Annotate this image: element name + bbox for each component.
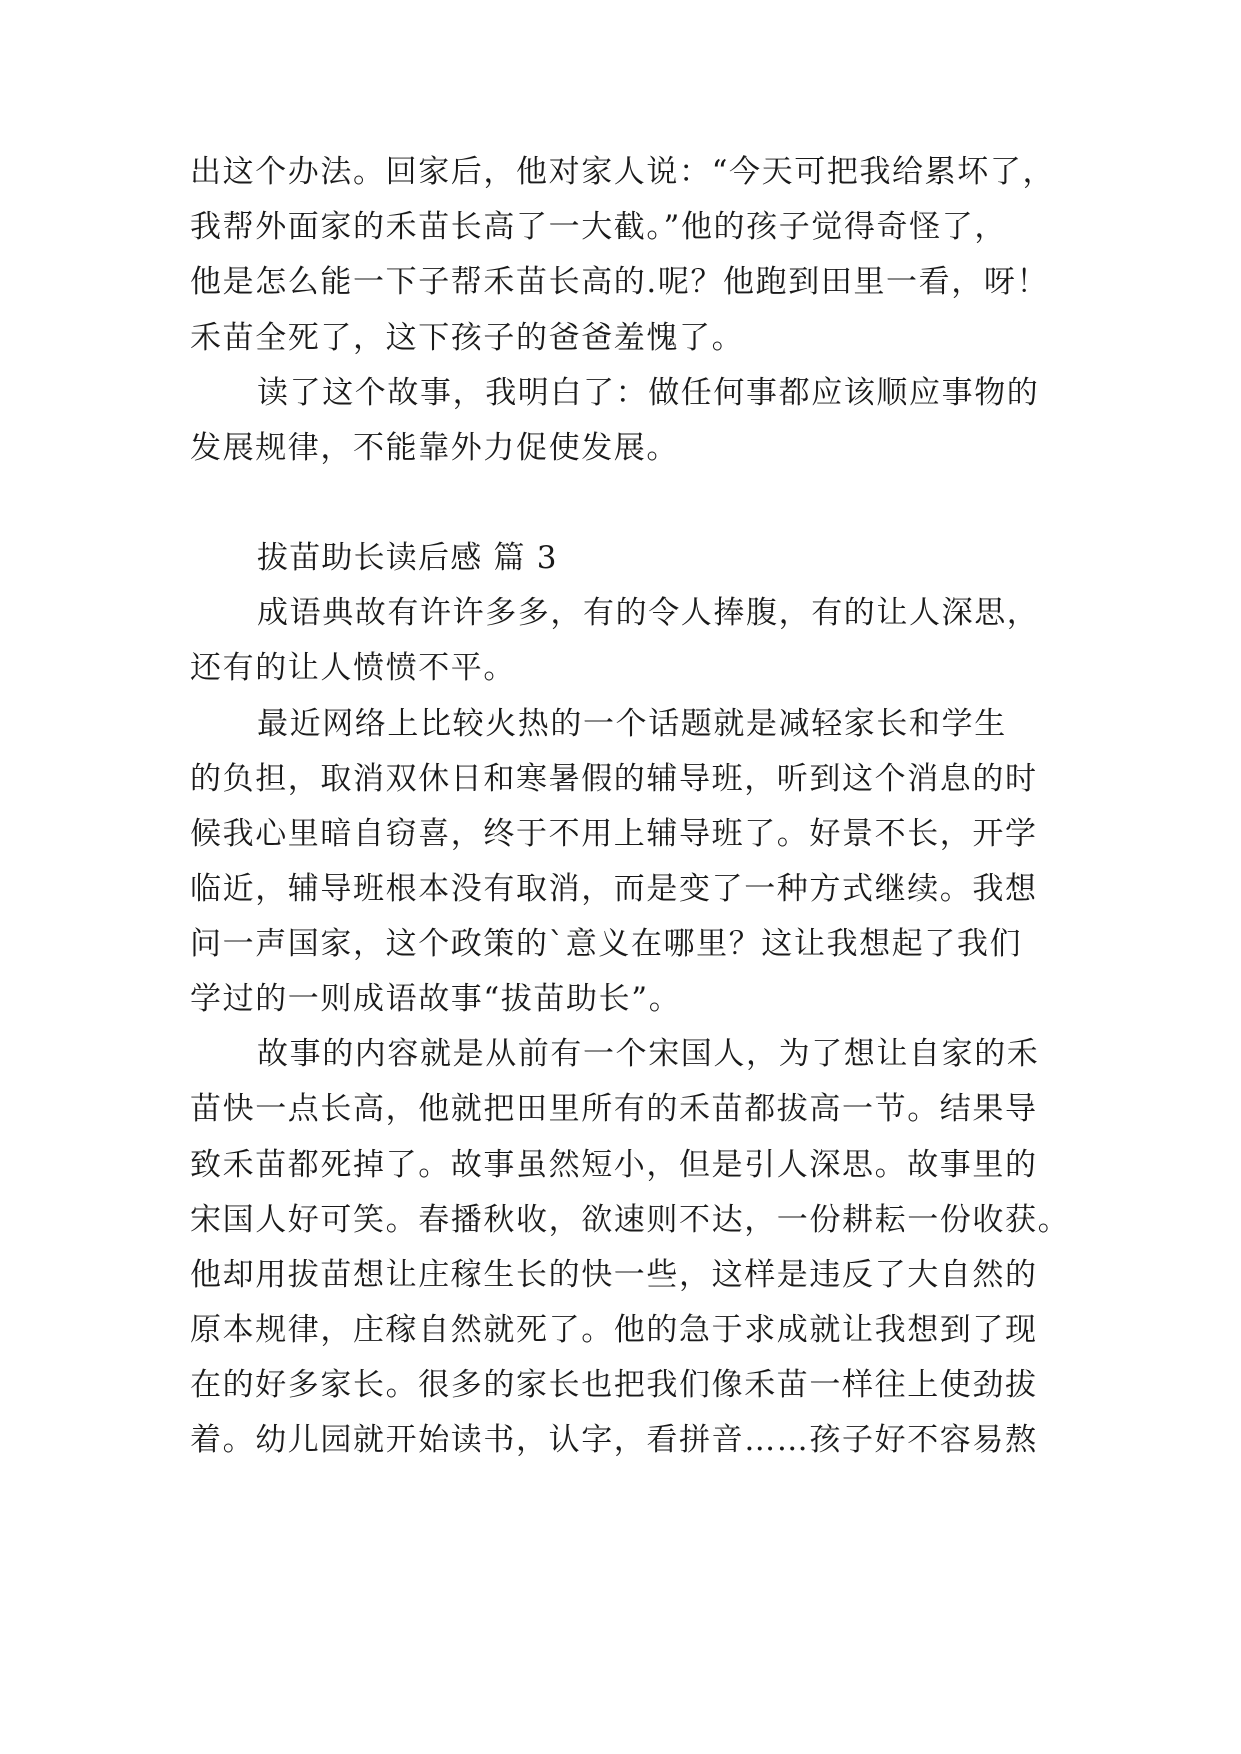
text-line: 苗快一点长高，他就把田里所有的禾苗都拔高一节。结果导 <box>190 1091 1038 1127</box>
text-line: 候我心里暗自窃喜，终于不用上辅导班了。好景不长，开学 <box>190 816 1038 852</box>
text-line: 的负担，取消双休日和寒暑假的辅导班，听到这个消息的时 <box>190 761 1038 797</box>
text-line: 读了这个故事，我明白了：做任何事都应该顺应事物的 <box>257 375 1040 411</box>
text-line: 原本规律，庄稼自然就死了。他的急于求成就让我想到了现 <box>190 1312 1038 1348</box>
text-line: 他是怎么能一下子帮禾苗长高的.呢？他跑到田里一看，呀！ <box>190 264 1050 300</box>
text-line: 故事的内容就是从前有一个宋国人，为了想让自家的禾 <box>257 1036 1040 1072</box>
text-line: 宋国人好可笑。春播秋收，欲速则不达，一份耕耘一份收获。 <box>190 1202 1071 1238</box>
text-line: 成语典故有许许多多，有的令人捧腹，有的让人深思， <box>257 595 1040 631</box>
text-line: 在的好多家长。很多的家长也把我们像禾苗一样往上使劲拔 <box>190 1367 1038 1403</box>
text-line: 他却用拔苗想让庄稼生长的快一些，这样是违反了大自然的 <box>190 1257 1038 1293</box>
section-heading: 拔苗助长读后感 篇 3 <box>257 540 558 576</box>
text-line: 问一声国家，这个政策的`意义在哪里？这让我想起了我们 <box>190 926 1023 962</box>
text-line: 出这个办法。回家后，他对家人说：“今天可把我给累坏了， <box>190 154 1056 190</box>
text-line: 发展规律，不能靠外力促使发展。 <box>190 430 679 466</box>
text-line: 还有的让人愤愤不平。 <box>190 650 516 686</box>
text-line: 学过的一则成语故事“拔苗助长”。 <box>190 981 682 1017</box>
text-line: 最近网络上比较火热的一个话题就是减轻家长和学生 <box>257 706 1007 742</box>
text-line: 致禾苗都死掉了。故事虽然短小，但是引人深思。故事里的 <box>190 1147 1038 1183</box>
text-line: 禾苗全死了，这下孩子的爸爸羞愧了。 <box>190 320 745 356</box>
text-line: 着。幼儿园就开始读书，认字，看拼音……孩子好不容易熬 <box>190 1422 1038 1458</box>
text-line: 我帮外面家的禾苗长高了一大截。”他的孩子觉得奇怪了， <box>190 209 1007 245</box>
text-line: 临近，辅导班根本没有取消，而是变了一种方式继续。我想 <box>190 871 1038 907</box>
